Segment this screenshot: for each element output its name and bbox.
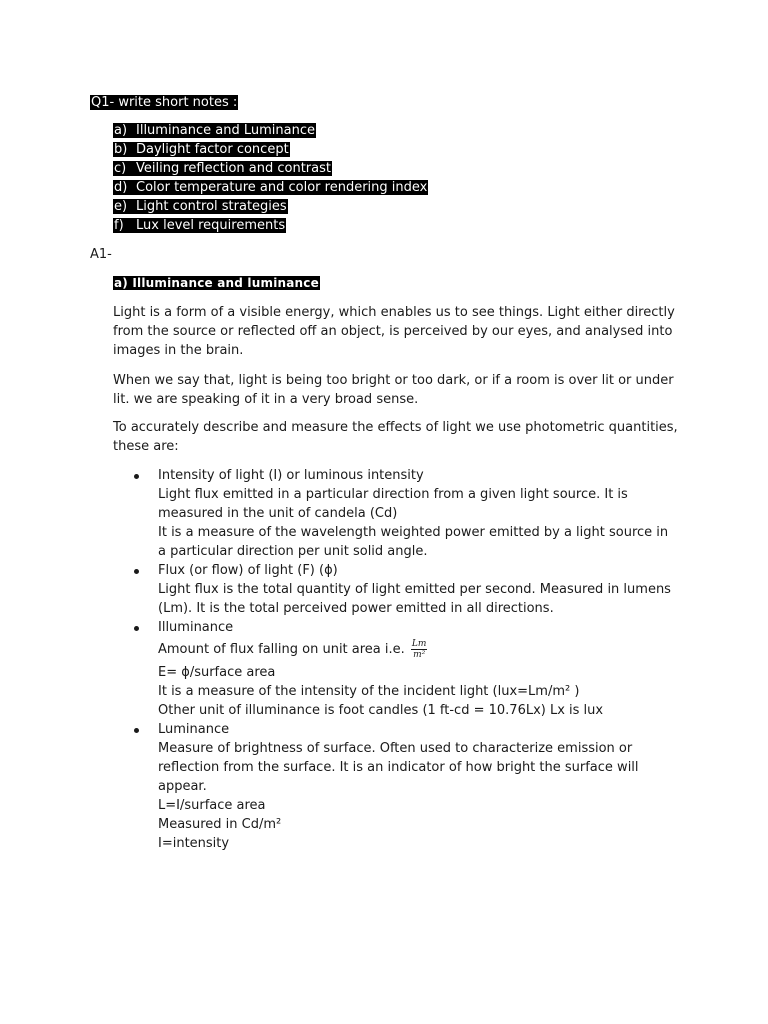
bullet-dot xyxy=(134,728,139,733)
flux-per-area-line: Amount of flux falling on unit area i.e. $\frac{Lm}{\text{m²}}$ xyxy=(158,639,427,660)
question-item-a: a) Illuminance and Luminance xyxy=(114,123,316,138)
photometric-quantities-list xyxy=(113,466,678,853)
question-title: Q1- write short notes : xyxy=(91,95,238,110)
section-heading: a) Illuminance and luminance xyxy=(114,276,319,290)
paragraph-photometric: To accurately describe and measure the effects of light we use photometric quantities, these are: xyxy=(113,420,678,454)
bullet-luminance: Luminance Measure of brightness of surface. Often used to characterize emission or reflection from the surface. It is an indicator of how bright the surface will appear. L=I/surface area Measured in Cd/m² I=intensity xyxy=(113,720,678,853)
answer-title: A1- xyxy=(90,247,112,262)
bullet-intensity: Intensity of light (I) or luminous intensity Light flux emitted in a particular direction from a given light source. It is measured in the unit of candela (Cd) It is a measure of the wavelength weighted power emitted by a light source in a particular direction per unit solid angle. xyxy=(113,466,678,561)
paragraph-brightness: When we say that, light is being too bright or too dark, or if a room is over lit or under lit. we are speaking of it in a very broad sense. xyxy=(113,373,674,407)
question-item-c: c) Veiling reflection and contrast xyxy=(114,161,331,176)
question-item-d: d) Color temperature and color rendering index xyxy=(114,180,428,195)
bullet-flux: Flux (or flow) of light (F) (ϕ) Light flux is the total quantity of light emitted per second. Measured in lumens (Lm). It is the total perceived power emitted in all directions. xyxy=(113,561,678,618)
question-list xyxy=(113,122,428,236)
bullet-illuminance: Illuminance Amount of flux falling on unit area i.e. $\frac{Lm}{\text{m²}}$ E= ϕ/surface area It is a measure of the intensity of the incident light (lux=Lm/m² ) Other unit of illuminance is foot candles (1 ft-cd = 10.76Lx) Lx is lux xyxy=(113,618,678,720)
bullet-dot xyxy=(134,626,139,631)
bullet-dot xyxy=(134,474,139,479)
question-item-f: f) Lux level requirements xyxy=(114,218,286,233)
question-item-b: b) Daylight factor concept xyxy=(114,142,289,157)
question-item-e: e) Light control strategies xyxy=(114,199,287,214)
lm-per-m2-fraction: $\frac{Lm}{\text{m²}}$ xyxy=(411,639,427,660)
bullet-dot xyxy=(134,569,139,574)
paragraph-light-definition: Light is a form of a visible energy, which enables us to see things. Light either directly from the source or reflected off an object, is perceived by our eyes, and analysed into images in the brain. xyxy=(113,305,675,358)
